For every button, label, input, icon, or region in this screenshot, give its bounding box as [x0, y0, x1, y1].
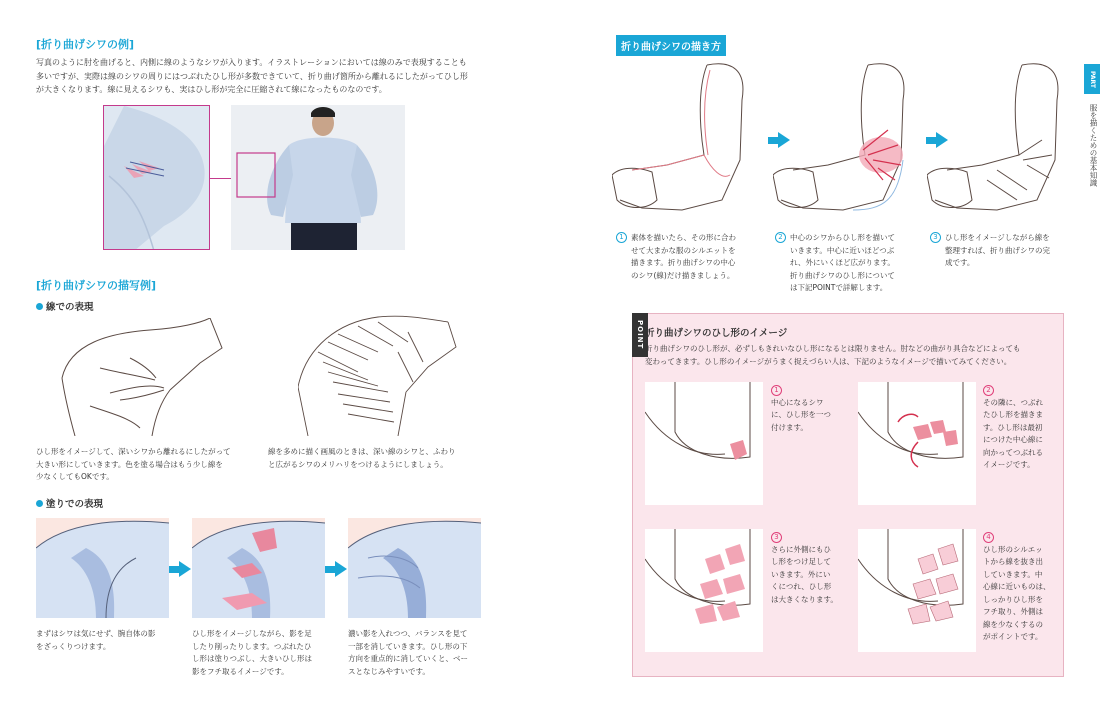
arrow-right-icon [169, 561, 191, 577]
caption-line: をざっくりつけます。 [36, 641, 111, 651]
caption-line: 描きます。折り曲げシワの中心 [631, 258, 736, 267]
caption-line: 整理すれば、折り曲げシワの完 [945, 245, 1050, 255]
caption-line: は大きくなります。 [771, 594, 838, 604]
arm-closeup-photo [103, 105, 210, 250]
caption-line: いきます。中心に近いほどつぶ [790, 245, 895, 255]
caption-line: れ、外にいくほど広がります。 [790, 258, 895, 267]
paint-step-1-image [36, 518, 169, 618]
caption-line: 素体を描いたら、その形に合わ [631, 233, 736, 242]
paint-caption-3 [348, 628, 488, 678]
caption-line: イメージです。 [983, 460, 1035, 469]
step-number-badge: 1 [771, 385, 782, 396]
caption-line: スとなじみやすいです。 [348, 666, 430, 676]
point-item-4-text [983, 531, 1063, 644]
caption-line: まずはシワは気にせず、腕自体の影 [36, 629, 156, 638]
caption-line: 線を少なくするの [983, 619, 1043, 629]
caption-line: 大きい形にしていきます。色を塗る場合はもう少し線を [36, 459, 223, 469]
caption-line: さらに外側にもひ [771, 544, 831, 554]
point-title: 折り曲げシワのひし形のイメージ [645, 328, 788, 339]
caption-line: 中心のシワからひし形を描いて [790, 233, 895, 242]
caption-line: 心線に近いものは、 [983, 582, 1051, 591]
point-intro [645, 342, 1065, 368]
caption-line: いきます。外にい [771, 569, 831, 579]
caption-line: 方向を重点的に消していくと、ベー [348, 654, 468, 663]
step-number-badge: 4 [983, 532, 994, 543]
point-item-3-text [771, 531, 851, 606]
caption-line: がポイントです。 [983, 632, 1043, 641]
step-number-badge: 1 [616, 232, 627, 243]
caption-line: せて大まかな服のシルエットを [631, 245, 736, 255]
example-body-line: が大きくなります。線に見えるシワも、実はひし形が完全に圧縮されて線になったものなのです。 [36, 85, 387, 94]
paint-caption-2 [192, 628, 332, 678]
arm-step-3-sketch [927, 60, 1067, 220]
line-expression-subheading [36, 299, 94, 313]
caption-line: 中心になるシワ [771, 397, 824, 407]
caption-line: くにつれ、ひし形 [771, 582, 832, 591]
caption-line: 影をフチ取るイメージです。 [192, 666, 289, 676]
step-number-badge: 3 [930, 232, 941, 243]
paint-caption-1 [36, 628, 176, 653]
arm-step-2-sketch [773, 60, 918, 220]
caption-line: 折り曲げシワのひし形について [790, 270, 895, 280]
caption-line: トから線を抜き出 [983, 557, 1043, 566]
point-item-1-image [645, 382, 763, 505]
caption-line: ひし形をイメージしながら線を [945, 233, 1050, 242]
example-body-line: 多いですが、実際は線のシワの周りにはつぶれたひし形が多数できていて、折り曲げ箇所から離れるにしたがってひし形 [36, 71, 468, 81]
caption-line: す。ひし形は最初 [983, 422, 1043, 432]
bullet-dot-icon [36, 500, 43, 507]
caption-line: 成です。 [945, 258, 975, 267]
point-tag-label: POINT [636, 320, 644, 350]
step-number-badge: 3 [771, 532, 782, 543]
caption-line: は下記POINTで詳解します。 [790, 283, 888, 292]
caption-line: 付けます。 [771, 422, 808, 432]
howto-heading: 折り曲げシワの描き方 [616, 35, 726, 56]
intro-line: 変わってきます。ひし形のイメージがうまく捉えづらい人は、下記のようなイメージで描いてみてください。 [645, 357, 1012, 366]
example-body-line: 写真のように肘を曲げると、内側に線のようなシワが入ります。イラストレーションにおいては線のみで表現することも [36, 58, 467, 67]
caption-line: 濃い影を入れつつ、バランスを見て [348, 629, 468, 638]
point-item-2-image [858, 382, 976, 505]
point-item-2-text [983, 384, 1063, 472]
caption-line: ひし形をイメージしながら、影を足 [192, 629, 312, 638]
caption-line: し形をつけ足して [771, 557, 831, 566]
caption-line: 少なくしてもOKです。 [36, 472, 114, 481]
caption-line: し形は塗りつぶし、大きいひし形は [192, 654, 312, 663]
caption-line: に、ひし形を一つ [771, 410, 831, 419]
caption-line: ひし形をイメージして、深いシワから離れるにしたがって [36, 447, 231, 456]
point-item-1-text [771, 384, 851, 434]
line-caption-2 [268, 446, 488, 471]
paint-expression-label: 塗りでの表現 [46, 499, 104, 510]
bullet-dot-icon [36, 303, 43, 310]
paint-step-3-image [348, 518, 481, 618]
caption-line: と広がるシワのメリハリをつけるようにしましょう。 [268, 459, 448, 469]
howto-step-1 [616, 232, 766, 282]
caption-line: ひし形のシルエッ [983, 544, 1043, 554]
caption-line: 線を多めに描く画風のときは、深い線のシワと、ふわり [268, 447, 456, 456]
paint-expression-subheading [36, 496, 103, 510]
caption-line: しっかりひし形を [983, 594, 1043, 604]
intro-line: 折り曲げシワのひし形が、必ずしもきれいなひし形になるとは限りません。肘などの曲がり具合などによっても [645, 344, 1021, 353]
line-expression-label: 線での表現 [46, 302, 94, 313]
caption-line: たひし形を描きま [983, 410, 1043, 419]
howto-step-3 [930, 232, 1070, 270]
caption-line: につけた中心線に [983, 435, 1043, 444]
side-tab [1084, 64, 1100, 229]
example-heading: [折り曲げシワの例] [36, 38, 135, 51]
example-body [36, 56, 486, 97]
paint-step-2-image [192, 518, 325, 618]
line-caption-1 [36, 446, 256, 484]
caption-line: 向かってつぶれる [983, 447, 1043, 457]
man-shirt-photo [231, 105, 405, 250]
caption-line: のシワ(線)だけ描きましょう。 [631, 270, 735, 280]
arrow-right-icon [325, 561, 347, 577]
point-item-4-image [858, 529, 976, 652]
side-tab-text: 服を描くための基本知識 [1089, 104, 1098, 187]
line-sketch-1 [60, 318, 225, 436]
caption-line: フチ取り、外側は [983, 607, 1043, 616]
line-sketch-2 [298, 312, 458, 436]
drawing-heading: [折り曲げシワの描写例] [36, 279, 157, 292]
step-number-badge: 2 [775, 232, 786, 243]
side-tab-label: PART [1084, 64, 1100, 94]
arm-step-1-sketch [612, 60, 757, 220]
caption-line: 一部を消していきます。ひし形の下 [348, 641, 468, 651]
point-box [632, 313, 1064, 677]
caption-line: したり削ったりします。つぶれたひ [192, 641, 312, 651]
step-number-badge: 2 [983, 385, 994, 396]
caption-line: していきます。中 [983, 569, 1043, 579]
howto-step-2 [775, 232, 925, 295]
point-item-3-image [645, 529, 763, 652]
caption-line: その隣に、つぶれ [983, 397, 1043, 407]
